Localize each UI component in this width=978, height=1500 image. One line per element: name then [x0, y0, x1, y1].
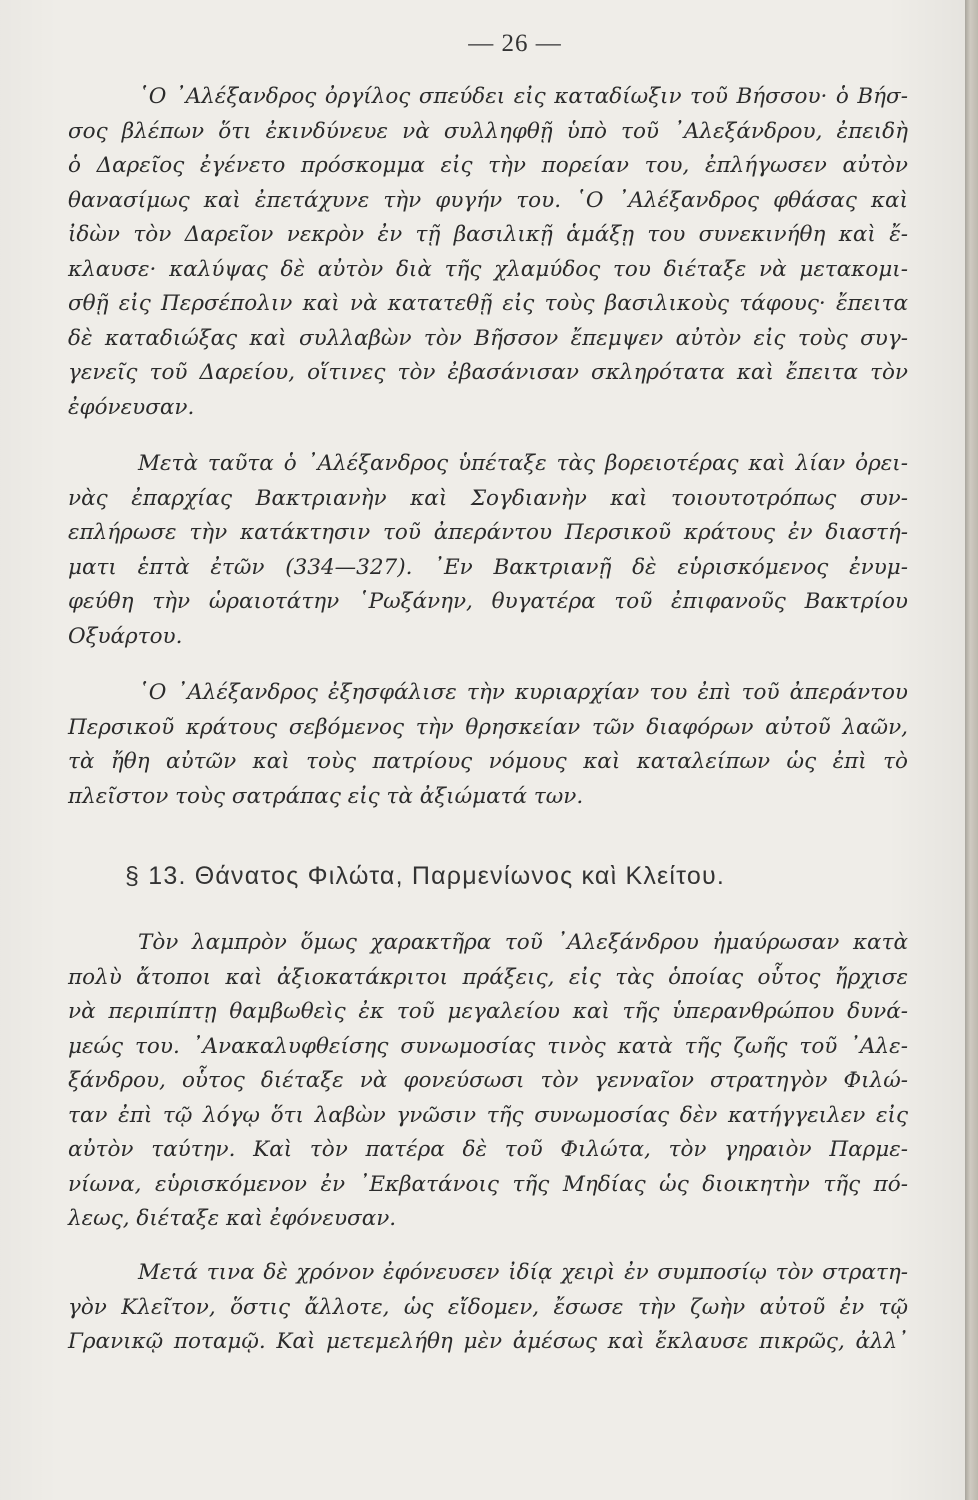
text-line: ῾Ο ᾿Αλέξανδρος ὀργίλος σπεύδει εἰς καταδίωξιν τοῦ Βήσσου· ὁ Βήσ-	[138, 84, 908, 109]
page-number: — 26 —	[468, 30, 562, 57]
text-line: λεως, διέταξε καὶ ἐφόνευσαν.	[68, 1206, 397, 1231]
text-line: νὰς ἐπαρχίας Βακτριανὴν καὶ Σογδιανὴν καὶ τοιουτοτρόπως συν-	[68, 485, 908, 511]
text-line: επλήρωσε τὴν κατάκτησιν τοῦ ἀπεράντου Περσικοῦ κράτους ἐν διαστή-	[68, 520, 908, 545]
page-edge	[965, 0, 978, 1500]
text-line: Μετά τινα δὲ χρόνον ἐφόνευσεν ἰδίᾳ χειρὶ ἐν συμποσίῳ τὸν στρατη-	[138, 1260, 908, 1285]
text-line: κλαυσε· καλύψας δὲ αὐτὸν διὰ τῆς χλαμύδος του διέταξε νὰ μετακομι-	[68, 256, 908, 282]
text-line: γενεῖς τοῦ Δαρείου, οἵτινες τὸν ἐβασάνισαν σκληρότατα καὶ ἔπειτα τὸν	[68, 360, 908, 385]
section-heading: § 13. Θάνατος Φιλώτα, Παρμενίωνος καὶ Κλείτου.	[125, 862, 725, 890]
text-line: Τὸν λαμπρὸν ὅμως χαρακτῆρα τοῦ ᾿Αλεξάνδρου ἠμαύρωσαν κατὰ	[138, 930, 908, 955]
text-line: τὰ ἤθη αὐτῶν καὶ τοὺς πατρίους νόμους καὶ καταλείπων ὡς ἐπὶ τὸ	[68, 749, 908, 774]
text-line: Οξυάρτου.	[68, 623, 183, 649]
text-line: δὲ καταδιώξας καὶ συλλαβὼν τὸν Βῆσσον ἔπεμψεν αὐτὸν εἰς τοὺς συγ-	[68, 325, 908, 351]
paragraph-bactria-sogdiana	[68, 447, 908, 654]
text-line: ἰδὼν τὸν Δαρεῖον νεκρὸν ἐν τῇ βασιλικῇ ἁμάξῃ του συνεκινήθη καὶ ἔ-	[68, 222, 908, 247]
text-line: ῾Ο ᾿Αλέξανδρος ἐξησφάλισε τὴν κυριαρχίαν του ἐπὶ τοῦ ἀπεράντου	[138, 680, 908, 705]
text-line: γὸν Κλεῖτον, ὅστις ἄλλοτε, ὡς εἴδομεν, ἔσωσε τὴν ζωὴν αὐτοῦ ἐν τῷ	[68, 1294, 908, 1320]
text-line: σος βλέπων ὅτι ἐκινδύνευε νὰ συλληφθῇ ὑπὸ τοῦ ᾿Αλεξάνδρου, ἐπειδὴ	[68, 118, 908, 144]
text-line: νίωνα, εὑρισκόμενον ἐν ᾿Εκβατάνοις τῆς Μηδίας ὡς διοικητὴν τῆς πό-	[68, 1171, 908, 1197]
text-line: σθῇ εἰς Περσέπολιν καὶ νὰ κατατεθῇ εἰς τοὺς βασιλικοὺς τάφους· ἔπειτα	[68, 291, 908, 316]
paragraph-philotas-parmenion	[68, 926, 908, 1237]
text-line: θανασίμως καὶ ἐπετάχυνε τὴν φυγήν του. ῾Ο ᾿Αλέξανδρος φθάσας καὶ	[68, 187, 908, 213]
text-line: Γρανικῷ ποταμῷ. Καὶ μετεμελήθη μὲν ἀμέσως καὶ ἔκλαυσε πικρῶς, ἀλλ᾿	[68, 1329, 908, 1354]
text-line: μεώς του. ᾿Ανακαλυφθείσης συνωμοσίας τινὸς κατὰ τῆς ζωῆς τοῦ ᾿Αλε-	[68, 1033, 908, 1059]
text-line: ὁ Δαρεῖος ἐγένετο πρόσκομμα εἰς τὴν πορείαν του, ἐπλήγωσεν αὐτὸν	[68, 153, 908, 178]
text-line: ξάνδρου, οὗτος διέταξε νὰ φονεύσωσι τὸν γενναῖον στρατηγὸν Φιλώ-	[68, 1068, 908, 1093]
text-line: Μετὰ ταῦτα ὁ ᾿Αλέξανδρος ὑπέταξε τὰς βορειοτέρας καὶ λίαν ὀρει-	[138, 451, 908, 476]
paragraph-cleitus	[68, 1256, 908, 1360]
text-line: πολὺ ἄτοποι καὶ ἀξιοκατάκριτοι πράξεις, εἰς τὰς ὁποίας οὗτος ἤρχισε	[68, 964, 908, 990]
text-line: νὰ περιπίπτῃ θαμβωθεὶς ἐκ τοῦ μεγαλείου καὶ τῆς ὑπερανθρώπου δυνά-	[68, 999, 908, 1024]
text-line: ἐφόνευσαν.	[68, 394, 195, 420]
text-line: αὐτὸν ταύτην. Καὶ τὸν πατέρα δὲ τοῦ Φιλώτα, τὸν γηραιὸν Παρμε-	[68, 1137, 908, 1162]
text-line: πλεῖστον τοὺς σατράπας εἰς τὰ ἀξιώματά των.	[68, 783, 584, 809]
text-line: Περσικοῦ κράτους σεβόμενος τὴν θρησκείαν τῶν διαφόρων αὐτοῦ λαῶν,	[68, 714, 908, 740]
text-line: ματι ἑπτὰ ἐτῶν (334—327). ᾿Εν Βακτριανῇ δὲ εὑρισκόμενος ἐνυμ-	[68, 554, 908, 580]
paragraph-rule-of-empire	[68, 676, 908, 814]
paragraph-darius-death	[68, 80, 908, 425]
text-line: ταν ἐπὶ τῷ λόγῳ ὅτι λαβὼν γνῶσιν τῆς συνωμοσίας δὲν κατήγγειλεν εἰς	[68, 1102, 908, 1128]
text-line: φεύθη τὴν ὡραιοτάτην ῾Ρωξάνην, θυγατέρα τοῦ ἐπιφανοῦς Βακτρίου	[68, 589, 908, 614]
